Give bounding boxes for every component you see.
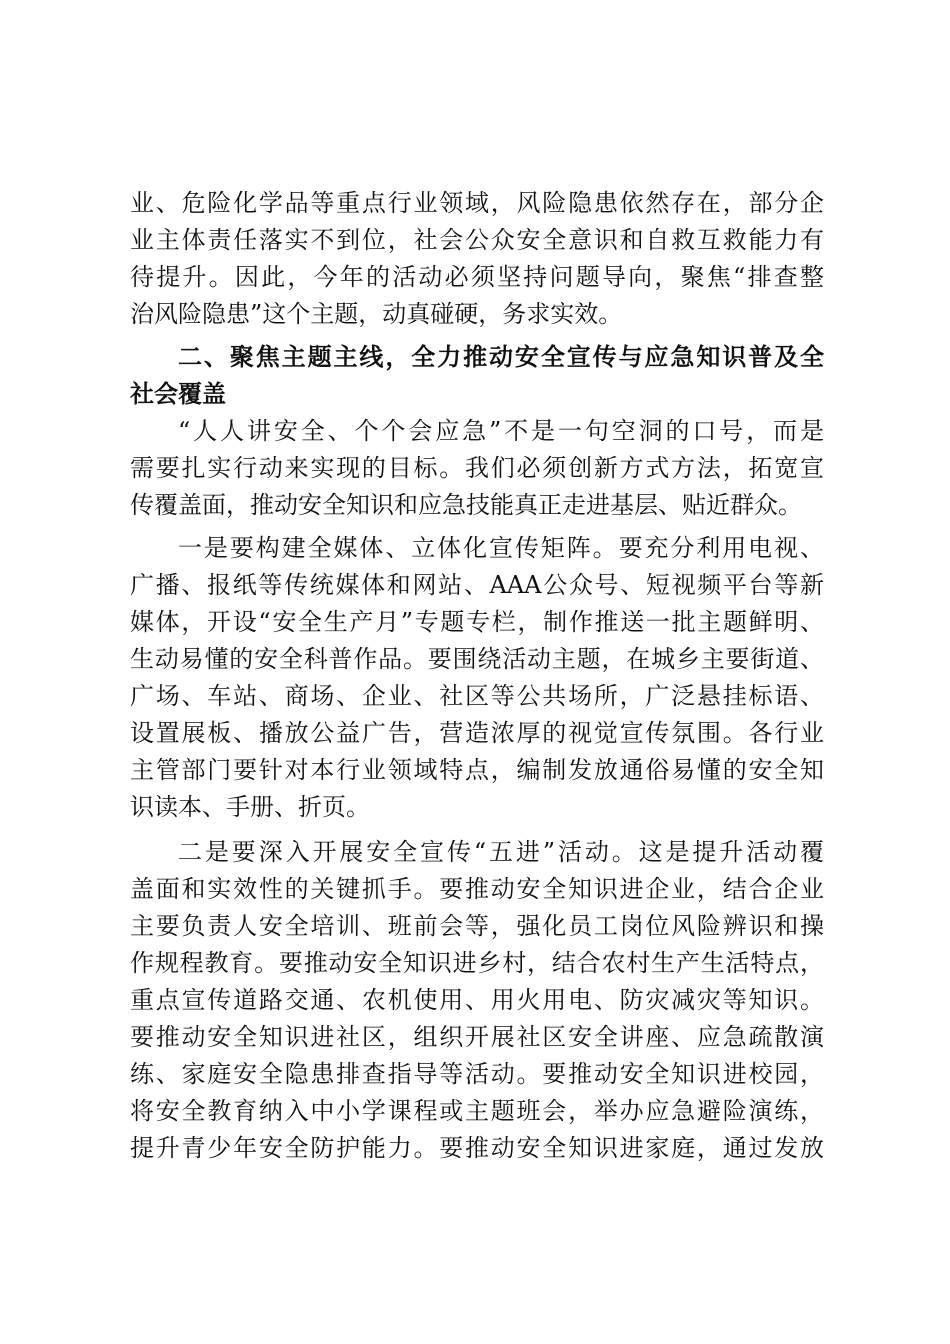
paragraph-line: 需要扎实行动来实现的目标。我们必须创新方式方法，拓宽宣 bbox=[130, 454, 824, 482]
paragraph-line: 广播、报纸等传统媒体和网站、AAA公众号、短视频平台等新 bbox=[130, 571, 824, 599]
paragraph-five-entries bbox=[130, 834, 824, 1167]
paragraph-line: 待提升。因此，今年的活动必须坚持问题导向，聚焦“排查整 bbox=[130, 263, 824, 291]
heading-line: 社会覆盖 bbox=[130, 380, 226, 408]
paragraph-line: 主管部门要针对本行业领域特点，编制发放通俗易懂的安全知 bbox=[130, 756, 824, 784]
paragraph-line: 主要负责人安全培训、班前会等，强化员工岗位风险辨识和操 bbox=[130, 912, 824, 940]
paragraph-line: 一是要构建全媒体、立体化宣传矩阵。要充分利用电视、 bbox=[178, 534, 824, 562]
paragraph-line: 提升青少年安全防护能力。要推动安全知识进家庭，通过发放 bbox=[130, 1134, 824, 1162]
paragraph-line: 要推动安全知识进社区，组织开展社区安全讲座、应急疏散演 bbox=[130, 1023, 824, 1051]
paragraph-line: 作规程教育。要推动安全知识进乡村，结合农村生产生活特点， bbox=[130, 949, 824, 977]
paragraph-line: 重点宣传道路交通、农机使用、用火用电、防灾减灾等知识。 bbox=[130, 986, 824, 1014]
paragraph-line: 将安全教育纳入中小学课程或主题班会，举办应急避险演练， bbox=[130, 1097, 824, 1125]
paragraph-line: 盖面和实效性的关键抓手。要推动安全知识进企业，结合企业 bbox=[130, 875, 824, 903]
paragraph-line: 生动易懂的安全科普作品。要围绕活动主题，在城乡主要街道、 bbox=[130, 645, 824, 673]
paragraph-line: “人人讲安全、个个会应急”不是一句空洞的口号，而是 bbox=[178, 417, 824, 445]
paragraph-line: 二是要深入开展安全宣传“五进”活动。这是提升活动覆 bbox=[178, 838, 824, 866]
heading-line: 二、聚焦主题主线，全力推动安全宣传与应急知识普及全 bbox=[178, 343, 824, 371]
paragraph-slogan bbox=[130, 413, 824, 524]
paragraph-line: 治风险隐患”这个主题，动真碰硬，务求实效。 bbox=[130, 300, 623, 328]
paragraph-line: 识读本、手册、折页。 bbox=[130, 793, 370, 821]
paragraph-line: 传覆盖面，推动安全知识和应急技能真正走进基层、贴近群众。 bbox=[130, 491, 802, 519]
paragraph-line: 广场、车站、商场、企业、社区等公共场所，广泛悬挂标语、 bbox=[130, 682, 824, 710]
paragraph-media-matrix bbox=[130, 530, 824, 826]
paragraph-line: 业主体责任落实不到位，社会公众安全意识和自救互救能力有 bbox=[130, 226, 824, 254]
section-heading bbox=[130, 339, 824, 413]
paragraph-line: 设置展板、播放公益广告，营造浓厚的视觉宣传氛围。各行业 bbox=[130, 719, 824, 747]
paragraph-line: 媒体，开设“安全生产月”专题专栏，制作推送一批主题鲜明、 bbox=[130, 608, 824, 636]
paragraph-risk-summary bbox=[130, 185, 824, 333]
paragraph-line: 业、危险化学品等重点行业领域，风险隐患依然存在，部分企 bbox=[130, 189, 824, 217]
paragraph-line: 练、家庭安全隐患排查指导等活动。要推动安全知识进校园， bbox=[130, 1060, 824, 1088]
